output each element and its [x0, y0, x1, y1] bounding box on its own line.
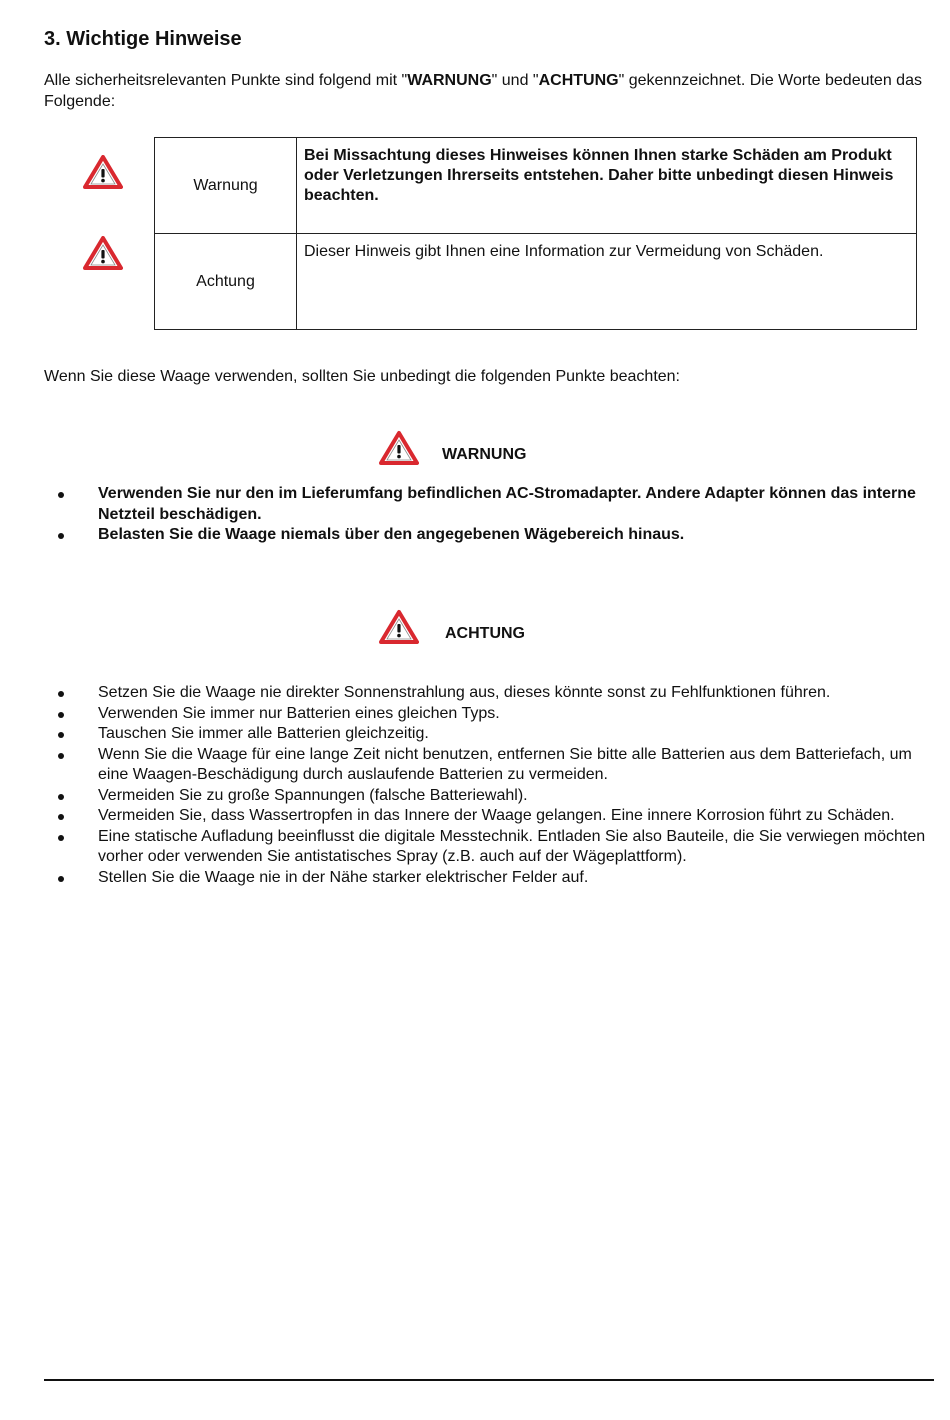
legend-row-warning	[155, 138, 917, 234]
intro-paragraph	[44, 70, 924, 112]
bullet-icon	[58, 691, 64, 697]
legend-table	[154, 137, 917, 330]
page-title: 3. Wichtige Hinweise	[44, 28, 242, 50]
list-item-text: Vermeiden Sie, dass Wassertropfen in das Innere der Waage gelangen. Eine innere Korrosion führt zu Schäden.	[98, 807, 895, 824]
list-item-text: Vermeiden Sie zu große Spannungen (falsche Batteriewahl).	[98, 786, 528, 804]
warning-section-header	[0, 430, 950, 470]
warning-triangle-icon	[83, 155, 123, 189]
list-item	[56, 704, 926, 725]
list-item	[56, 724, 926, 745]
legend-description-warning: Bei Missachtung dieses Hinweises können Ihnen starke Schäden am Produkt oder Verletzungen Ihrerseits entstehen. Daher bitte unbedingt diesen Hinweis beachten.	[297, 138, 917, 234]
list-item	[56, 868, 926, 889]
legend-term-caution: Achtung	[155, 234, 297, 330]
footer-divider	[44, 1379, 934, 1381]
list-item-text: Verwenden Sie nur den im Lieferumfang befindlichen AC-Stromadapter. Andere Adapter können das interne Netzteil beschädigen.	[98, 485, 916, 523]
bullet-icon	[58, 732, 64, 738]
legend-row-caution	[155, 234, 917, 330]
bullet-icon	[58, 753, 64, 759]
list-item-text: Eine statische Aufladung beeinflusst die digitale Messtechnik. Entladen Sie also Bauteile, die Sie verwiegen möchten vorher oder verwenden Sie antistatisches Spray (z.B. auch auf der Wägeplattform).	[98, 827, 926, 865]
caution-section-header	[0, 609, 950, 649]
list-item	[56, 525, 926, 546]
list-item-text: Setzen Sie die Waage nie direkter Sonnenstrahlung aus, dieses könnte sonst zu Fehlfunktionen führen.	[98, 684, 831, 701]
warning-list	[56, 484, 926, 546]
bullet-icon	[58, 876, 64, 882]
list-item	[56, 827, 926, 868]
caution-list	[56, 683, 926, 888]
list-item	[56, 806, 926, 827]
list-item	[56, 786, 926, 807]
warning-triangle-icon	[379, 609, 419, 645]
bullet-icon	[58, 814, 64, 820]
intro-caution-word: ACHTUNG	[538, 72, 619, 89]
warning-triangle-icon	[83, 236, 123, 270]
bullet-icon	[58, 835, 64, 841]
list-item	[56, 484, 926, 525]
list-item-text: Belasten Sie die Waage niemals über den angegebenen Wägebereich hinaus.	[98, 526, 685, 543]
list-item-text: Stellen Sie die Waage nie in der Nähe starker elektrischer Felder auf.	[98, 868, 589, 886]
intro-warning-word: WARNUNG	[407, 72, 492, 89]
bullet-icon	[58, 492, 64, 498]
intro-text-2: " und "	[491, 72, 539, 89]
intro-text-3: " gekennzeichnet. Die Worte bedeuten das Folgende:	[44, 72, 922, 110]
legend-description-caution: Dieser Hinweis gibt Ihnen eine Information zur Vermeidung von Schäden.	[297, 234, 917, 330]
intro-text-1: Alle sicherheitsrelevanten Punkte sind folgend mit "	[44, 72, 408, 89]
list-item-text: Verwenden Sie immer nur Batterien eines gleichen Typs.	[98, 704, 500, 722]
legend-term-warning: Warnung	[155, 138, 297, 234]
list-item	[56, 683, 926, 704]
bullet-icon	[58, 794, 64, 800]
warning-section-title: WARNUNG	[442, 446, 527, 463]
bullet-icon	[58, 533, 64, 539]
list-item-text: Tauschen Sie immer alle Batterien gleichzeitig.	[98, 725, 429, 742]
list-item-text: Wenn Sie die Waage für eine lange Zeit nicht benutzen, entfernen Sie bitte alle Batterien aus dem Batteriefach, um eine Waagen-Beschädigung durch auslaufende Batterien zu vermeiden.	[98, 745, 912, 783]
caution-section-title: ACHTUNG	[445, 625, 525, 642]
lead-paragraph: Wenn Sie diese Waage verwenden, sollten Sie unbedingt die folgenden Punkte beachten:	[44, 368, 680, 385]
bullet-icon	[58, 712, 64, 718]
list-item	[56, 745, 926, 786]
warning-triangle-icon	[379, 430, 419, 466]
